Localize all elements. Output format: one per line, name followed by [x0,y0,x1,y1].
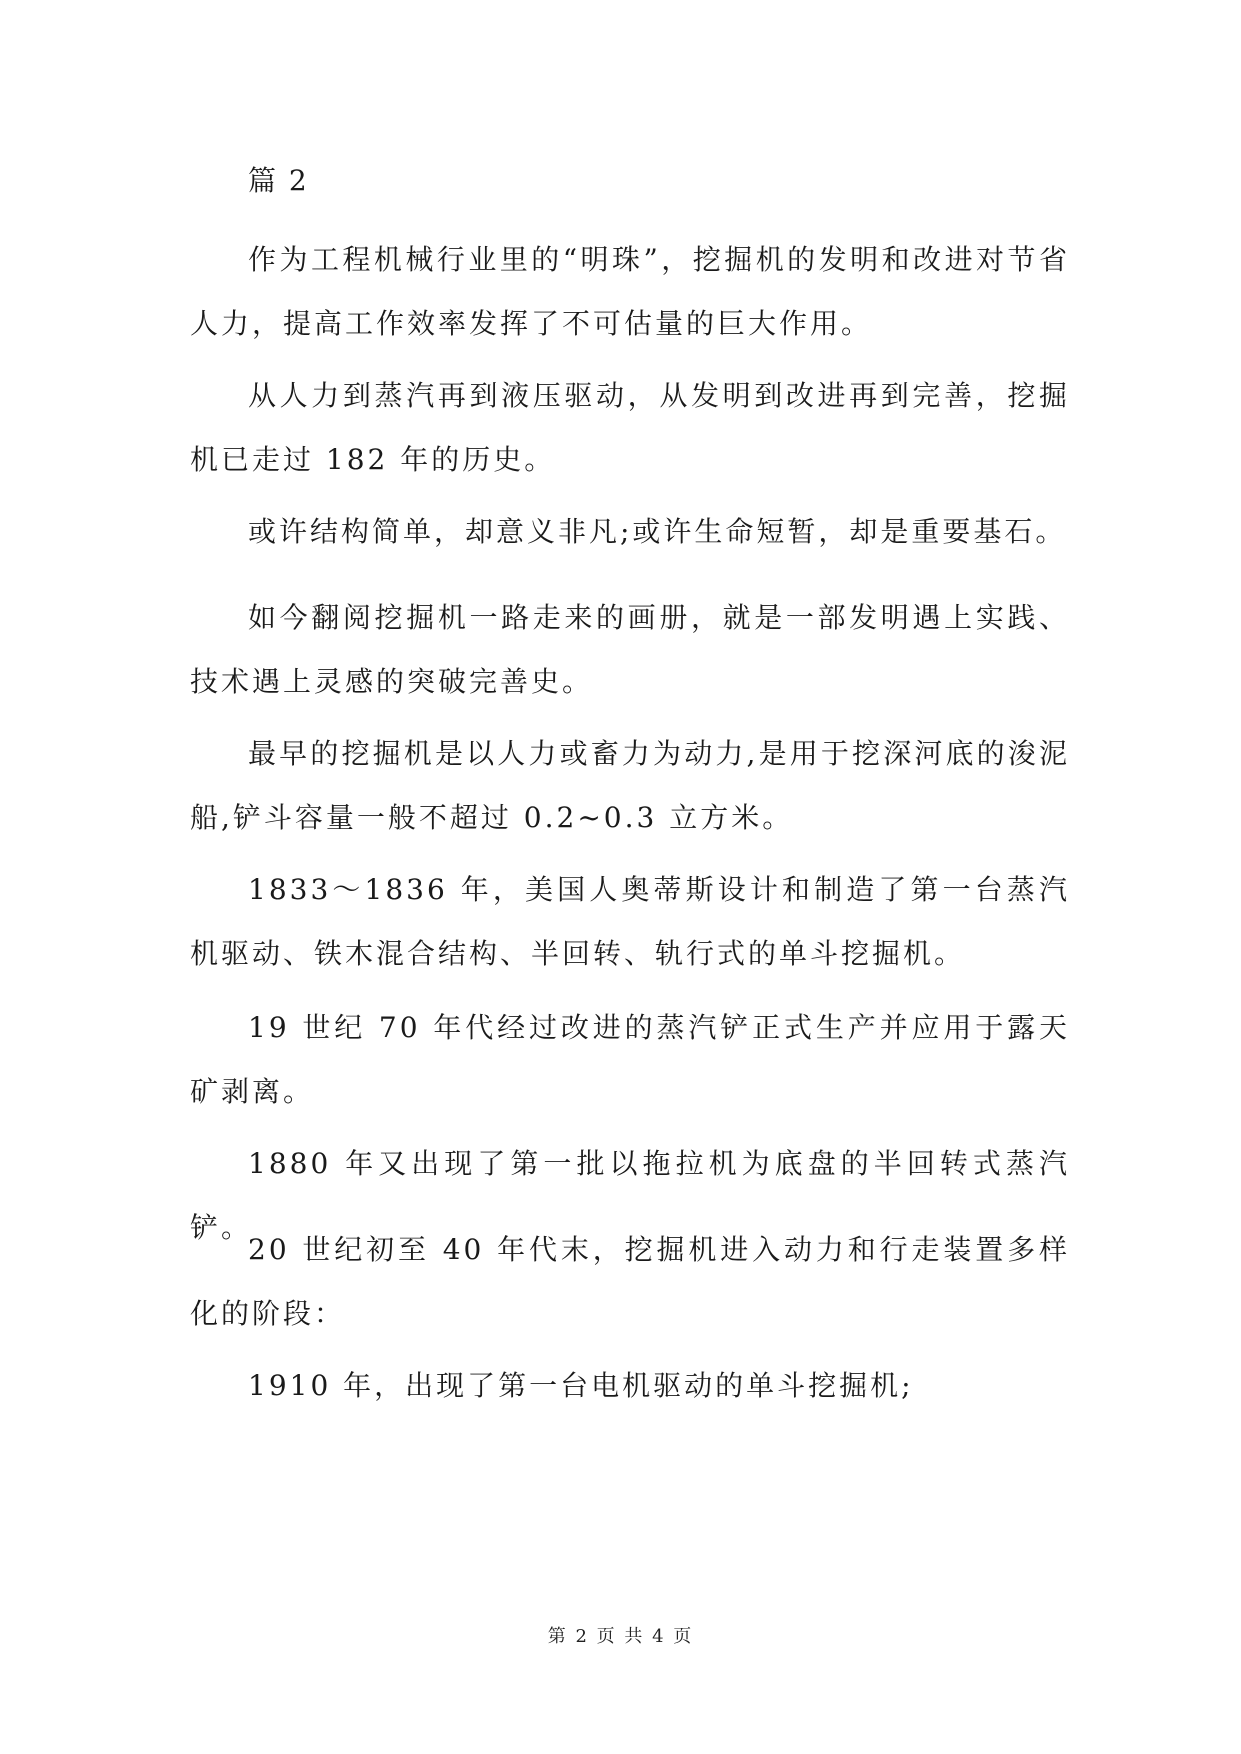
paragraph-1: 作为工程机械行业里的“明珠”，挖掘机的发明和改进对节省人力，提高工作效率发挥了不可估量的巨大作用。 [190,243,1070,340]
paragraph-4: 如今翻阅挖掘机一路走来的画册，就是一部发明遇上实践、技术遇上灵感的突破完善史。 [190,601,1070,698]
paragraph-3: 或许结构简单，却意义非凡;或许生命短暂，却是重要基石。 [248,515,1067,548]
section-heading: 篇 2 [248,164,309,197]
paragraph-9: 20 世纪初至 40 年代末，挖掘机进入动力和行走装置多样化的阶段： [190,1233,1070,1330]
paragraph-7: 19 世纪 70 年代经过改进的蒸汽铲正式生产并应用于露天矿剥离。 [190,1011,1070,1108]
paragraph-6: 1833～1836 年，美国人奥蒂斯设计和制造了第一台蒸汽机驱动、铁木混合结构、半回转、轨行式的单斗挖掘机。 [190,873,1070,970]
paragraph-8: 1880 年又出现了第一批以拖拉机为底盘的半回转式蒸汽铲。 [190,1147,1070,1244]
paragraph-10: 1910 年，出现了第一台电机驱动的单斗挖掘机; [248,1369,914,1402]
paragraph-5: 最早的挖掘机是以人力或畜力为动力,是用于挖深河底的浚泥船,铲斗容量一般不超过 0.2~0.3 立方米。 [190,737,1070,834]
page-footer: 第 2 页 共 4 页 [547,1626,694,1647]
paragraph-2: 从人力到蒸汽再到液压驱动，从发明到改进再到完善，挖掘机已走过 182 年的历史。 [190,379,1070,476]
